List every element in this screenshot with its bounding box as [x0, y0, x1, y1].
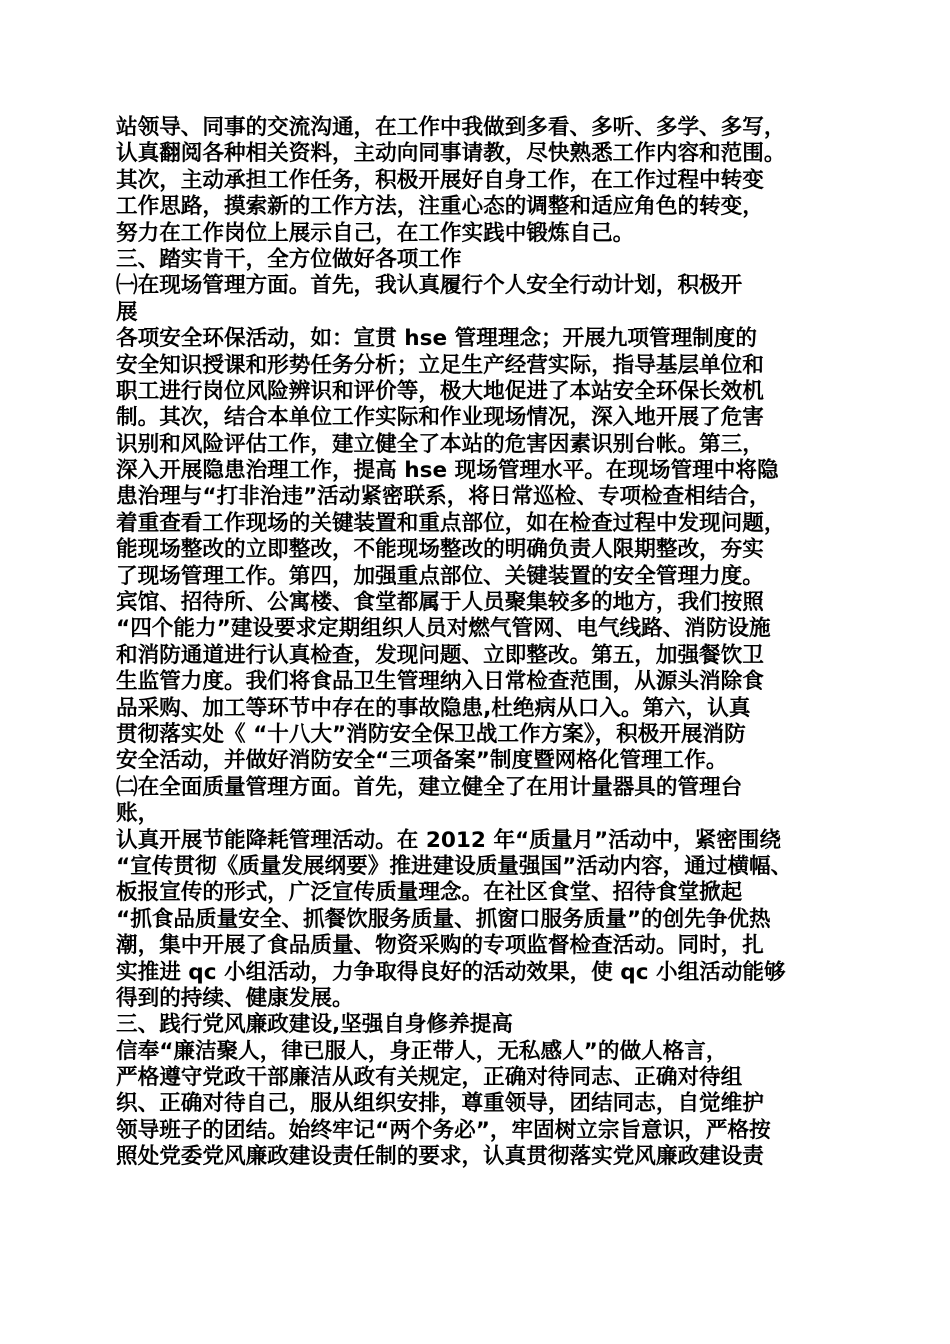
body-line-23: 品采购、加工等环节中存在的事故隐患,杜绝病从口入。第六，认真 — [116, 695, 751, 721]
section-heading-3b: 三、践行党风廉政建设,坚强自身修养提高 — [116, 1012, 513, 1038]
body-line-16: 着重查看工作现场的关键装置和重点部位，如在检查过程中发现问题， — [116, 510, 786, 536]
body-line-22: 生监管力度。我们将食品卫生管理纳入日常检查范围，从源头消除食 — [116, 669, 764, 695]
body-line-14: 深入开展隐患治理工作，提高 hse 现场管理水平。在现场管理中将隐 — [116, 458, 779, 484]
body-line-24: 贯彻落实处《 “十八大”消防安全保卫战工作方案》，积极开展消防 — [116, 721, 746, 747]
section-heading-3: 三、踏实肯干，全方位做好各项工作 — [116, 246, 462, 272]
body-line-40: 照处党委党风廉政建设责任制的要求，认真贯彻落实党风廉政建设责 — [116, 1144, 764, 1170]
body-line-8: 展 — [116, 299, 138, 325]
body-line-17: 能现场整改的立即整改，不能现场整改的明确负责人限期整改，夯实 — [116, 537, 764, 563]
body-line-15: 患治理与“打非治违”活动紧密联系，将日常巡检、专项检查相结合， — [116, 484, 771, 510]
body-line-36: 信奉“廉洁聚人，律已服人，身正带人，无私感人”的做人格言， — [116, 1038, 728, 1064]
body-line-11: 职工进行岗位风险辨识和评价等，极大地促进了本站安全环保长效机 — [116, 378, 764, 404]
body-line-5: 努力在工作岗位上展示自己，在工作实践中锻炼自己。 — [116, 220, 635, 246]
body-line-21: 和消防通道进行认真检查，发现问题、立即整改。第五，加强餐饮卫 — [116, 642, 764, 668]
body-line-12: 制。其次，结合本单位工作实际和作业现场情况，深入地开展了危害 — [116, 405, 764, 431]
body-line-9: 各项安全环保活动，如：宣贯 hse 管理理念；开展九项管理制度的 — [116, 326, 757, 352]
document-body — [116, 115, 846, 1171]
body-line-32: 潮，集中开展了食品质量、物资采购的专项监督检查活动。同时，扎 — [116, 933, 764, 959]
body-line-27: 账， — [116, 801, 160, 827]
body-line-38: 织、正确对待自己，服从组织安排，尊重领导，团结同志，自觉维护 — [116, 1091, 764, 1117]
body-line-29: “宣传贯彻《质量发展纲要》推进建设质量强国”活动内容，通过横幅、 — [116, 853, 793, 879]
body-line-13: 识别和风险评估工作，建立健全了本站的危害因素识别台帐。第三， — [116, 431, 764, 457]
body-line-4: 工作思路，摸索新的工作方法，注重心态的调整和适应角色的转变， — [116, 194, 764, 220]
body-line-39: 领导班子的团结。始终牢记“两个务必”，牢固树立宗旨意识，严格按 — [116, 1117, 771, 1143]
body-line-19: 宾馆、招待所、公寓楼、食堂都属于人员聚集较多的地方，我们按照 — [116, 590, 764, 616]
body-line-37: 严格遵守党政干部廉洁从政有关规定，正确对待同志、正确对待组 — [116, 1065, 743, 1091]
subsection-heading-1: ㈠在现场管理方面。首先，我认真履行个人安全行动计划，积极开 — [116, 273, 743, 299]
body-line-33: 实推进 qc 小组活动，力争取得良好的活动效果，使 qc 小组活动能够 — [116, 959, 786, 985]
body-line-28: 认真开展节能降耗管理活动。在 2012 年“质量月”活动中，紧密围绕 — [116, 827, 781, 853]
body-line-34: 得到的持续、健康发展。 — [116, 985, 354, 1011]
body-line-18: 了现场管理工作。第四，加强重点部位、关键装置的安全管理力度。 — [116, 563, 764, 589]
body-line-2: 认真翻阅各种相关资料，主动向同事请教，尽快熟悉工作内容和范围。 — [116, 141, 786, 167]
body-line-1: 站领导、同事的交流沟通，在工作中我做到多看、多听、多学、多写， — [116, 115, 786, 140]
body-line-20: “四个能力”建设要求定期组织人员对燃气管网、电气线路、消防设施 — [116, 616, 771, 642]
body-line-3: 其次，主动承担工作任务，积极开展好自身工作，在工作过程中转变 — [116, 167, 764, 193]
body-line-30: 板报宣传的形式，广泛宣传质量理念。在社区食堂、招待食堂掀起 — [116, 880, 743, 906]
body-line-31: “抓食品质量安全、抓餐饮服务质量、抓窗口服务质量”的创先争优热 — [116, 906, 771, 932]
subsection-heading-2: ㈡在全面质量管理方面。首先，建立健全了在用计量器具的管理台 — [116, 774, 743, 800]
body-line-25: 安全活动，并做好消防安全“三项备案”制度暨网格化管理工作。 — [116, 748, 728, 774]
body-line-10: 安全知识授课和形势任务分析；立足生产经营实际，指导基层单位和 — [116, 352, 764, 378]
